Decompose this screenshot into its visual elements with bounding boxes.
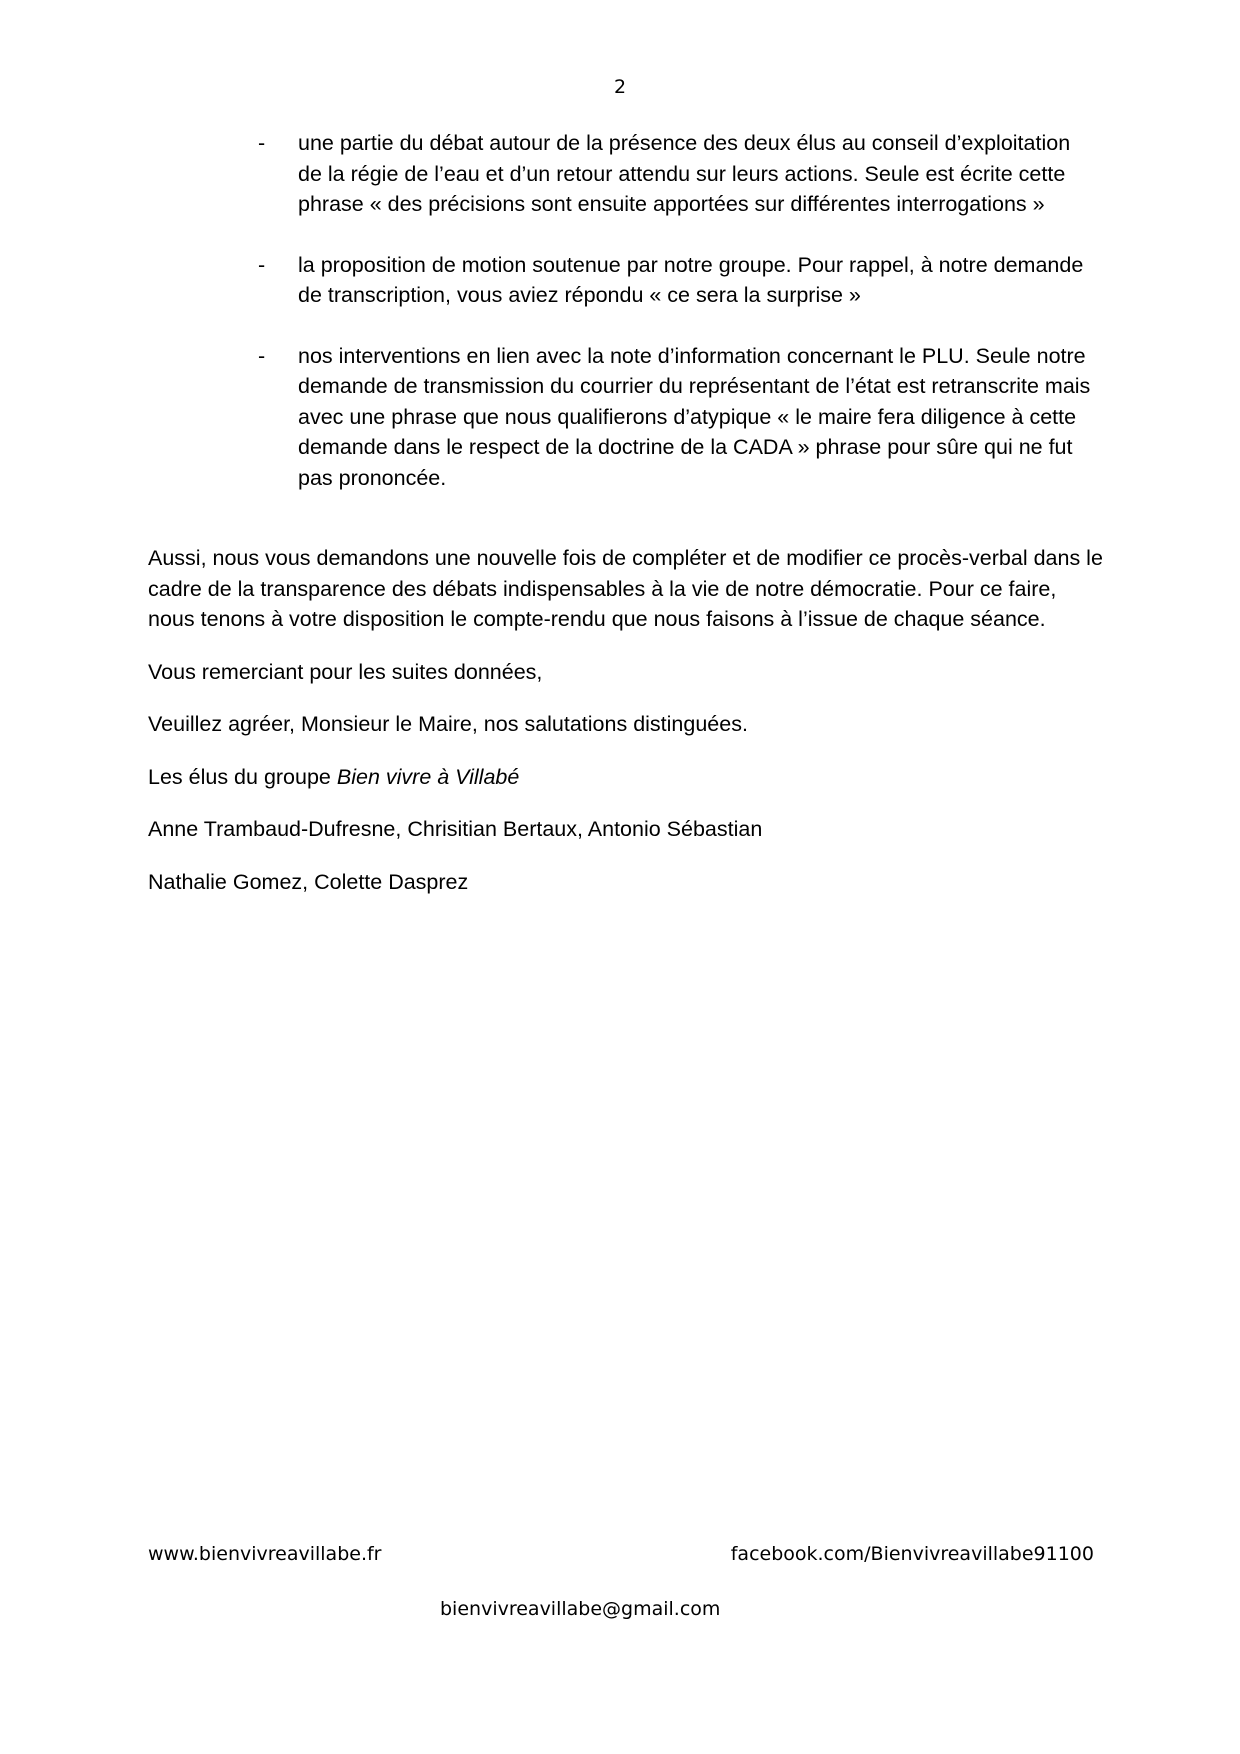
bullet-text: la proposition de motion soutenue par notre groupe. Pour rappel, à notre demande de transcription, vous aviez répondu « ce sera la surprise » <box>298 252 1084 307</box>
bullet-dash: - <box>258 252 266 277</box>
footer-website[interactable]: www.bienvivreavillabe.fr <box>148 1543 382 1565</box>
footer-facebook[interactable]: facebook.com/Bienvivreavillabe91100 <box>730 1543 1094 1565</box>
bullet-item-water-board <box>258 128 1098 220</box>
signatories-line-2: Nathalie Gomez, Colette Dasprez <box>148 869 469 894</box>
signature-prefix: Les élus du groupe <box>148 764 337 789</box>
footer-email[interactable]: bienvivreavillabe@gmail.com <box>440 1598 721 1620</box>
request-paragraph: Aussi, nous vous demandons une nouvelle fois de compléter et de modifier ce procès-verbal dans le cadre de la transparence des débats indispensables à la vie de notre démocratie. Pour ce faire, nous tenons à votre disposition le compte-rendu que nous faisons à l’issue de chaque séance. <box>148 546 1103 631</box>
bullet-list <box>258 128 1098 523</box>
signature-line <box>148 762 1108 793</box>
page-number: 2 <box>613 76 627 98</box>
bullet-dash: - <box>258 131 266 155</box>
signatories-line-1: Anne Trambaud-Dufresne, Chrisitian Bertaux, Antonio Sébastian <box>148 817 763 841</box>
bullet-text: une partie du débat autour de la présence des deux élus au conseil d’exploitation de la régie de l’eau et d’un retour attendu sur leurs actions. Seule est écrite cette phrase « des précisions sont ensuite apportées sur différentes interrogations » <box>298 131 1071 216</box>
group-name: Bien vivre à Villabé <box>336 764 520 789</box>
letter-body <box>148 543 1108 919</box>
bullet-item-plu <box>258 341 1098 494</box>
closing-line: Veuillez agréer, Monsieur le Maire, nos salutations distinguées. <box>148 712 748 736</box>
bullet-text: nos interventions en lien avec la note d’information concernant le PLU. Seule notre demande de transmission du courrier du représentant de l’état est retranscrite mais avec une phrase que nous qualifierons d’atypique « le maire fera diligence à cette demande dans le respect de la doctrine de la CADA » phrase pour sûre qui ne fut pas prononcée. <box>298 343 1091 490</box>
thanks-line: Vous remerciant pour les suites données, <box>148 659 543 684</box>
bullet-dash: - <box>258 343 266 368</box>
bullet-item-motion <box>258 250 1098 311</box>
